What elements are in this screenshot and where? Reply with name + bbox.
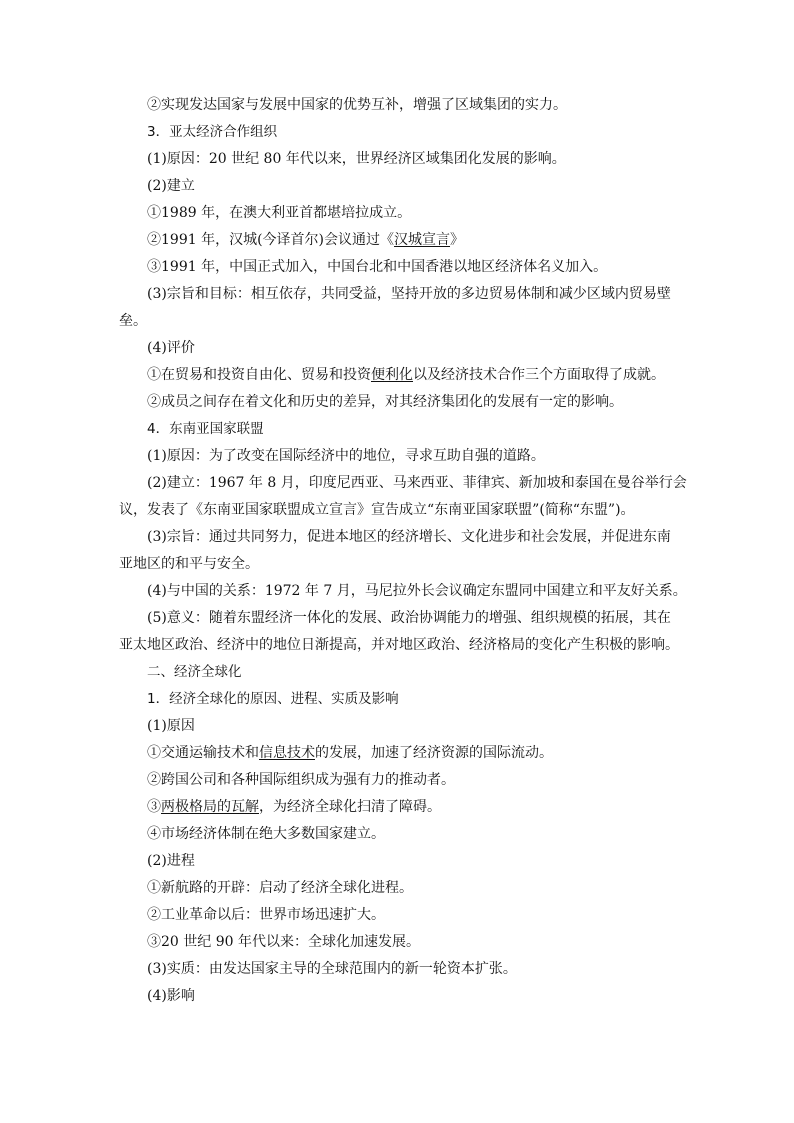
text-line [119, 740, 679, 767]
text-line [119, 227, 679, 254]
underlined-key-term: 信息技术 [259, 745, 315, 761]
text-segment: ③ [147, 799, 161, 815]
section-heading: 二、经济全球化 [147, 664, 242, 680]
text-segment: ①在贸易和投资自由化、贸易和投资 [147, 367, 371, 383]
section-heading: 4．东南亚国家联盟 [147, 421, 264, 437]
text-line: (3)宗旨：通过共同努力，促进本地区的经济增长、文化进步和社会发展，并促进东南 [147, 529, 671, 545]
text-line: 垒。 [119, 313, 147, 329]
text-segment: ，为经济全球化扫清了障碍。 [259, 799, 441, 815]
text-line: ②跨国公司和各种国际组织成为强有力的推动者。 [147, 772, 455, 788]
text-line: 亚地区的和平与安全。 [119, 556, 259, 572]
text-line: ①1989 年，在澳大利亚首都堪培拉成立。 [147, 205, 412, 221]
text-segment: ①交通运输技术和 [147, 745, 259, 761]
text-line: 亚太地区政治、经济中的地位日渐提高，并对地区政治、经济格局的变化产生积极的影响。 [119, 637, 679, 653]
section-heading: 1．经济全球化的原因、进程、实质及影响 [147, 691, 399, 707]
text-line [119, 794, 679, 821]
text-line: (3)实质：由发达国家主导的全球范围内的新一轮资本扩张。 [147, 961, 517, 977]
underlined-key-term: 汉城宣言 [394, 232, 451, 248]
text-segment: 的发展，加速了经济资源的国际流动。 [315, 745, 553, 761]
text-segment: 》 [450, 232, 465, 248]
text-line: (5)意义：随着东盟经济一体化的发展、政治协调能力的增强、组织规模的拓展，其在 [147, 610, 671, 626]
underlined-key-term: 便利化 [371, 367, 413, 383]
text-line: ②成员之间存在着文化和历史的差异，对其经济集团化的发展有一定的影响。 [147, 394, 623, 410]
underlined-key-term: 两极格局的瓦解 [161, 799, 259, 815]
text-line: (4)影响 [147, 988, 195, 1004]
text-line: ③1991 年，中国正式加入，中国台北和中国香港以地区经济体名义加入。 [147, 259, 608, 275]
text-line: ③20 世纪 90 年代以来：全球化加速发展。 [147, 934, 420, 950]
section-heading: 3．亚太经济合作组织 [147, 124, 278, 140]
document-body [119, 92, 687, 1010]
text-segment: ②1991 年，汉城(今译首尔)会议通过《 [147, 232, 395, 248]
text-line: 议，发表了《东南亚国家联盟成立宣言》宣告成立“东南亚国家联盟”(简称“东盟”)。 [119, 502, 635, 518]
text-line: ②实现发达国家与发展中国家的优势互补，增强了区域集团的实力。 [147, 97, 567, 113]
text-line: (4)与中国的关系：1972 年 7 月，马尼拉外长会议确定东盟同中国建立和平友好关系。 [147, 583, 687, 599]
text-line: (1)原因：为了改变在国际经济中的地位，寻求互助自强的道路。 [147, 448, 545, 464]
text-line: (1)原因：20 世纪 80 年代以来，世界经济区域集团化发展的影响。 [147, 151, 566, 167]
text-line: (2)建立：1967 年 8 月，印度尼西亚、马来西亚、菲律宾、新加坡和泰国在曼谷举行会 [147, 475, 687, 491]
text-line: (1)原因 [147, 718, 195, 734]
text-line: (3)宗旨和目标：相互依存，共同受益，坚持开放的多边贸易体制和减少区域内贸易壁 [147, 286, 671, 302]
text-segment: 以及经济技术合作三个方面取得了成就。 [413, 367, 665, 383]
text-line [119, 362, 679, 389]
text-line: (2)进程 [147, 853, 195, 869]
text-line: ②工业革命以后：世界市场迅速扩大。 [147, 907, 385, 923]
text-line: (4)评价 [147, 340, 195, 356]
text-line: (2)建立 [147, 178, 195, 194]
text-line: ①新航路的开辟：启动了经济全球化进程。 [147, 880, 413, 896]
text-line: ④市场经济体制在绝大多数国家建立。 [147, 826, 385, 842]
